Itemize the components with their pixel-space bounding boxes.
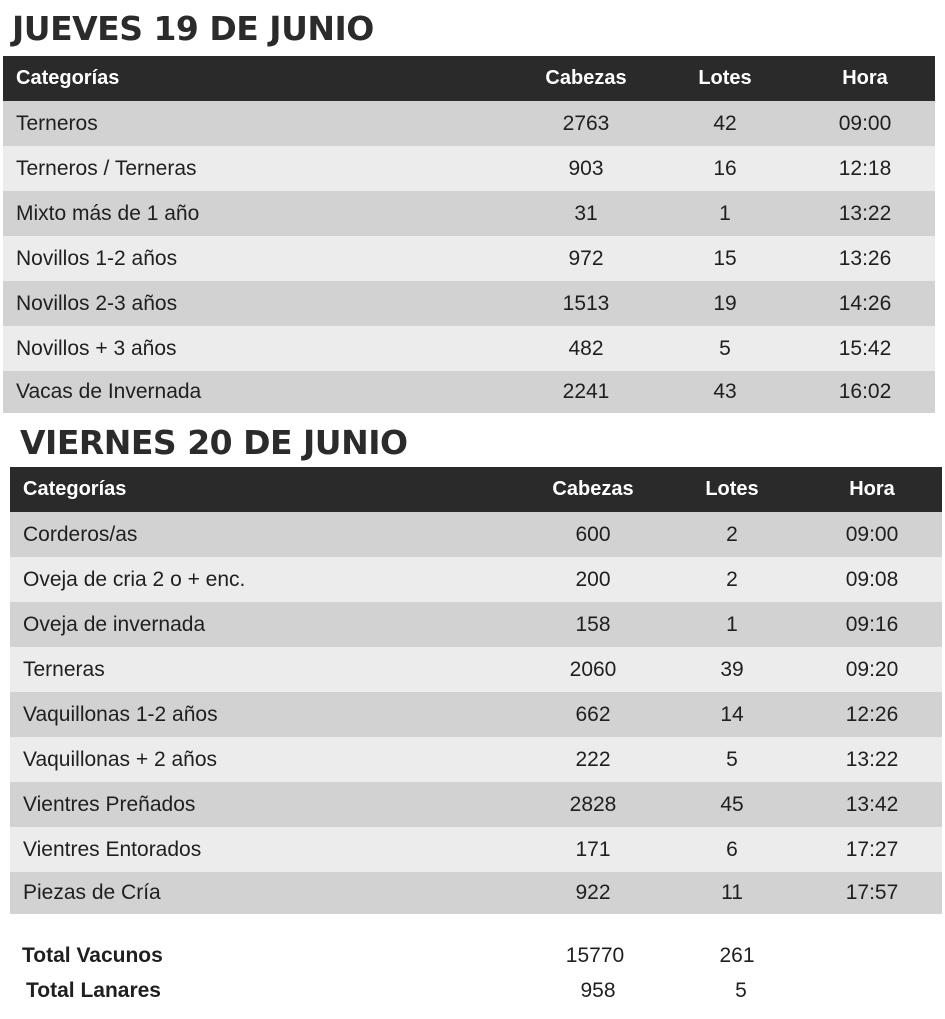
day1-title: JUEVES 19 DE JUNIO: [12, 9, 374, 48]
row-time: 13:26: [838, 246, 892, 270]
total-label: Total Vacunos: [22, 944, 163, 967]
header-lots: Lotes: [698, 67, 752, 89]
day2-schedule-table: [10, 467, 942, 914]
table-row: [3, 326, 935, 371]
table-row: [10, 737, 942, 782]
row-heads: 1513: [562, 291, 610, 315]
table-row: [10, 782, 942, 827]
row-category: Terneros: [16, 111, 98, 135]
row-heads: 2060: [569, 657, 617, 681]
row-time: 09:20: [845, 657, 899, 681]
table-row: [10, 512, 942, 557]
row-lots: 39: [720, 657, 744, 681]
total-heads: 15770: [565, 944, 625, 967]
row-lots: 5: [719, 336, 731, 360]
total-lots: 261: [719, 944, 755, 967]
header-lots: Lotes: [705, 478, 759, 500]
row-category: Vaquillonas + 2 años: [23, 747, 218, 771]
table-row: [3, 371, 935, 413]
row-category: Oveja de cria 2 o + enc.: [23, 567, 246, 591]
row-lots: 1: [719, 201, 731, 225]
row-time: 16:02: [838, 380, 892, 403]
totals-section: [0, 938, 945, 1008]
row-category: Vientres Preñados: [23, 792, 196, 816]
row-category: Novillos + 3 años: [16, 336, 177, 360]
table-row: [10, 602, 942, 647]
row-lots: 5: [726, 747, 738, 771]
row-time: 17:57: [845, 881, 899, 904]
row-heads: 2241: [562, 380, 610, 403]
row-time: 13:22: [838, 201, 892, 225]
row-time: 14:26: [838, 291, 892, 315]
table-row: [10, 827, 942, 872]
row-lots: 14: [720, 702, 744, 726]
row-lots: 45: [720, 792, 744, 816]
table-row: [3, 236, 935, 281]
row-category: Novillos 2-3 años: [16, 291, 178, 315]
row-time: 13:42: [845, 792, 899, 816]
row-category: Terneras: [23, 657, 105, 681]
header-category: Categorías: [16, 67, 120, 89]
row-lots: 15: [713, 246, 737, 270]
row-lots: 19: [713, 291, 737, 315]
row-lots: 16: [713, 156, 737, 180]
row-lots: 2: [726, 567, 738, 591]
row-category: Vientres Entorados: [23, 837, 202, 861]
row-category: Mixto más de 1 año: [16, 201, 200, 225]
row-category: Oveja de invernada: [23, 612, 206, 636]
row-category: Novillos 1-2 años: [16, 246, 178, 270]
day1-schedule-table: [3, 56, 935, 413]
table-row: [3, 101, 935, 146]
row-heads: 2763: [562, 111, 610, 135]
total-heads: 958: [580, 979, 616, 1002]
table-row: [3, 146, 935, 191]
row-category: Piezas de Cría: [23, 881, 161, 904]
row-time: 09:08: [845, 567, 899, 591]
row-heads: 482: [568, 336, 604, 360]
row-heads: 903: [568, 156, 604, 180]
row-lots: 42: [713, 111, 737, 135]
header-heads: Cabezas: [552, 478, 634, 500]
row-category: Corderos/as: [23, 522, 138, 546]
row-time: 13:22: [845, 747, 899, 771]
row-heads: 972: [568, 246, 604, 270]
row-heads: 662: [575, 702, 611, 726]
header-heads: Cabezas: [545, 67, 627, 89]
row-lots: 1: [726, 612, 738, 636]
row-heads: 158: [575, 612, 611, 636]
row-category: Vacas de Invernada: [16, 380, 202, 403]
row-lots: 43: [713, 380, 737, 403]
row-lots: 11: [721, 881, 743, 904]
table-row: [10, 872, 942, 914]
table-row: [10, 557, 942, 602]
row-lots: 6: [726, 837, 738, 861]
table-row: [3, 191, 935, 236]
table-row: [10, 647, 942, 692]
table-row: [10, 692, 942, 737]
row-time: 12:18: [838, 156, 892, 180]
total-lots: 5: [735, 979, 747, 1002]
total-label: Total Lanares: [26, 979, 161, 1002]
row-heads: 200: [575, 567, 611, 591]
total-row-vacunos: [0, 938, 945, 973]
header-time: Hora: [849, 478, 895, 500]
row-heads: 222: [575, 747, 611, 771]
row-heads: 922: [575, 881, 611, 904]
day2-title: VIERNES 20 DE JUNIO: [20, 423, 408, 462]
row-time: 09:00: [845, 522, 899, 546]
row-time: 09:00: [838, 111, 892, 135]
row-category: Terneros / Terneras: [16, 156, 197, 180]
row-time: 12:26: [845, 702, 899, 726]
row-time: 17:27: [845, 837, 899, 861]
row-heads: 31: [574, 201, 598, 225]
row-lots: 2: [726, 522, 738, 546]
row-time: 09:16: [845, 612, 899, 636]
header-category: Categorías: [23, 478, 127, 500]
total-row-lanares: [0, 973, 945, 1008]
table-row: [3, 281, 935, 326]
row-heads: 2828: [569, 792, 617, 816]
row-heads: 171: [575, 837, 611, 861]
table-header-row: [10, 467, 942, 512]
header-time: Hora: [842, 67, 888, 89]
row-category: Vaquillonas 1-2 años: [23, 702, 218, 726]
row-heads: 600: [575, 522, 611, 546]
table-header-row: [3, 56, 935, 101]
row-time: 15:42: [838, 336, 892, 360]
